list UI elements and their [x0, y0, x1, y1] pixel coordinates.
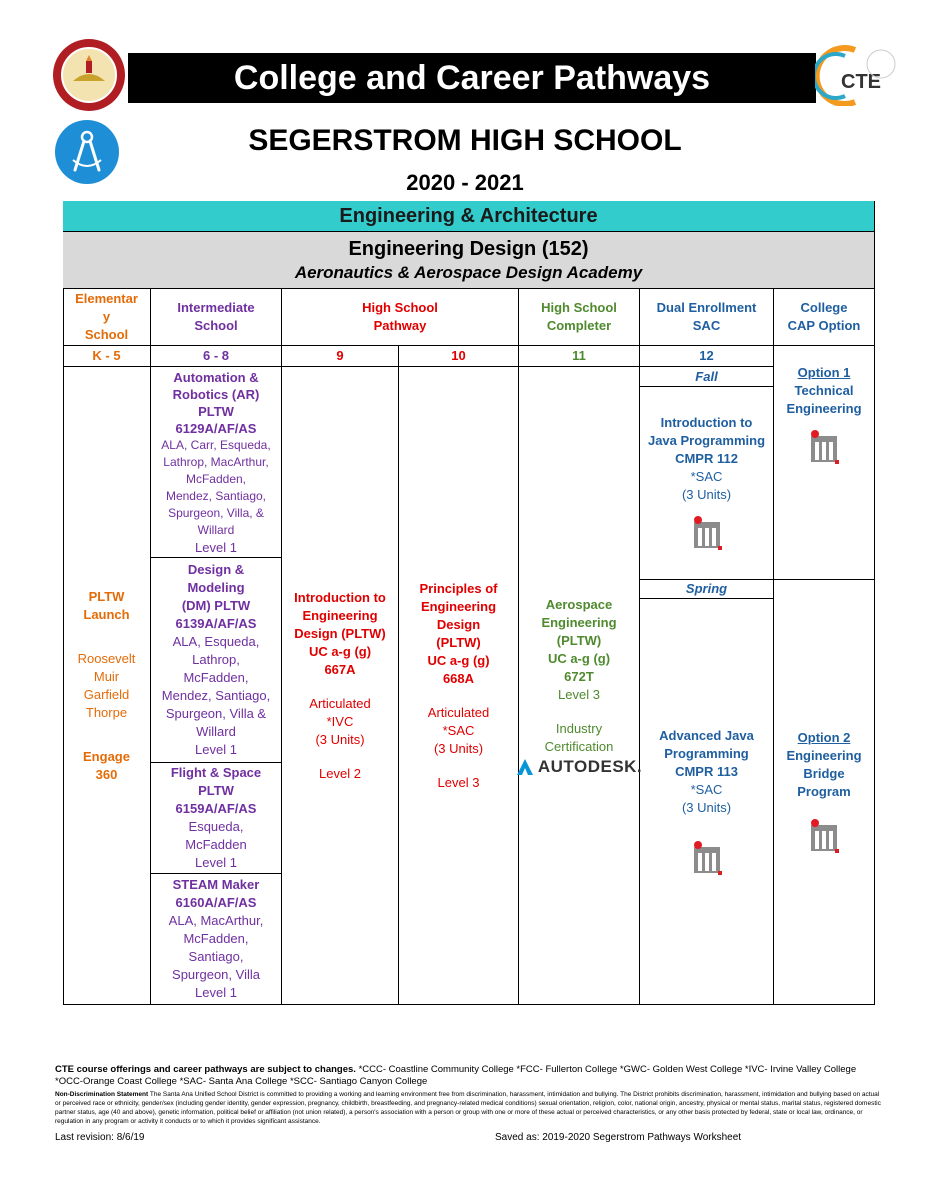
footer-college-abbreviations: *CCC- Coastline Community College *FCC- Fullerton College *GWC- Golden West College *IVC- Irvine Valley College *OCC-Orange Coast College *SAC- Santa Ana College *SCC- Santiago Canyon College: [55, 1064, 857, 1087]
grade12-fall-java-course: Introduction to Java Programming CMPR 112 *SAC (3 Units): [640, 387, 774, 580]
industry-sector: Engineering & Architecture: [63, 201, 875, 232]
college-building-icon: [692, 837, 722, 877]
grade-k5: K - 5: [63, 346, 151, 367]
intermediate-course-automation: Automation & Robotics (AR) PLTW 6129A/AF/AS ALA, Carr, Esqueda, Lathrop, MacArthur, McFadden, Mendez, Santiago, Spurgeon, Villa, & Willard Level 1: [151, 367, 282, 558]
college-building-icon: [809, 426, 839, 466]
pathway-title: Engineering Design (152): [348, 238, 589, 260]
cte-logo: [815, 42, 901, 106]
college-building-icon: [809, 815, 839, 855]
intermediate-course-flight-space: Flight & Space PLTW 6159A/AF/AS Esqueda, McFadden Level 1: [151, 763, 282, 874]
option-1-link[interactable]: Option 1: [797, 365, 851, 380]
autodesk-certification-logo: AUTODESK.: [516, 758, 642, 776]
pathway-table: [63, 201, 875, 1005]
footer-last-revision: Last revision: 8/6/19: [55, 1132, 145, 1143]
autodesk-icon: [516, 758, 534, 776]
grade-11: 11: [519, 346, 640, 367]
footer-nondiscrimination: Non-Discrimination Statement The Santa Ana Unified School District is committed to providing a working and learning environment free from discrimination, harassment, intimidation and bullying. The District prohibits discrimination, harassment, intimidation and bullying based on actual or perceived race or ethnicity, gender/sex (including gender identity, gender expression, pregnancy, childbirth, breastfeeding, and pregnancy-related medical conditions) sexual orientation, religion, color, national origin, ancestry, physical or mental status, marital status, registered domestic partner status, age (40 and above), genetic information, political belief or affiliation (not union related), a person's association with a person or group with one or more of these actual or perceived characteristics, or any other basis protected by federal, state or local law, ordinance, or regulation in any program or activity it conducts or to which it provides significant assistance.: [55, 1091, 881, 1125]
col-header-intermediate: Intermediate School: [151, 289, 282, 346]
college-option-1: Option 1 Technical Engineering: [774, 346, 875, 580]
school-name: SEGERSTROM HIGH SCHOOL: [248, 124, 682, 157]
district-seal-logo: [51, 37, 127, 113]
elementary-cell: PLTW Launch Roosevelt Muir Garfield Thorpe Engage 360: [63, 367, 151, 1005]
grade-12: 12: [640, 346, 774, 367]
academy-name: Aeronautics & Aerospace Design Academy: [294, 263, 643, 282]
college-building-icon: [692, 512, 722, 552]
grade11-course-aerospace-engineering: Aerospace Engineering (PLTW) UC a-g (g) 672T Level 3 Industry Certification AUTODESK.: [519, 367, 640, 1005]
college-option-2: Option 2 Engineering Bridge Program: [774, 580, 875, 1005]
col-header-completer: High School Completer: [519, 289, 640, 346]
pathway-header: [63, 232, 875, 289]
grade9-course-intro-engineering: Introduction to Engineering Design (PLTW) UC a-g (g) 667A Articulated *IVC (3 Units) Level 2: [282, 367, 399, 1005]
col-header-high-school: High School Pathway: [282, 289, 519, 346]
grade10-course-principles-engineering: Principles of Engineering Design (PLTW) UC a-g (g) 668A Articulated *SAC (3 Units) Level 3: [399, 367, 519, 1005]
banner-title: College and Career Pathways: [128, 53, 816, 103]
grade12-spring-java-course: Advanced Java Programming CMPR 113 *SAC (3 Units): [640, 599, 774, 1005]
footer-disclaimer: CTE course offerings and career pathways are subject to changes. *CCC- Coastline Community College *FCC- Fullerton College *GWC- Golden West College *IVC- Irvine Valley College *OCC-Orange Coast College *SAC- Santa Ana College *SCC- Santiago Canyon College: [55, 1064, 857, 1087]
fall-semester-label: Fall: [640, 367, 774, 387]
intermediate-course-design-modeling: Design & Modeling (DM) PLTW 6139A/AF/AS ALA, Esqueda, Lathrop, McFadden, Mendez, Santiago, Spurgeon, Villa & Willard Level 1: [151, 558, 282, 763]
grade-6-8: 6 - 8: [151, 346, 282, 367]
spring-semester-label: Spring: [640, 580, 774, 599]
col-header-college: College CAP Option: [774, 289, 875, 346]
footer-saved-as: Saved as: 2019-2020 Segerstrom Pathways Worksheet: [495, 1132, 742, 1143]
grade-9: 9: [282, 346, 399, 367]
intermediate-course-steam-maker: STEAM Maker 6160A/AF/AS ALA, MacArthur, McFadden, Santiago, Spurgeon, Villa Level 1: [151, 874, 282, 1005]
cte-logo-text: CTE: [841, 71, 881, 93]
grade-10: 10: [399, 346, 519, 367]
school-year: 2020 - 2021: [406, 170, 524, 195]
option-2-link[interactable]: Option 2: [797, 730, 851, 745]
col-header-dual-enrollment: Dual Enrollment SAC: [640, 289, 774, 346]
col-header-elementary: Elementar y School: [63, 289, 151, 346]
